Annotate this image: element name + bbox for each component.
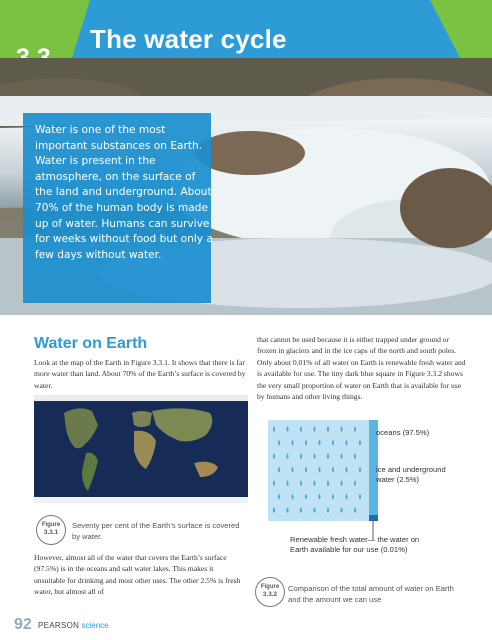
label-oceans: oceans (97.5%) [376, 428, 430, 437]
water-proportion-diagram [268, 420, 378, 521]
section-title: The water cycle [90, 24, 287, 54]
paragraph-2: However, almost all of the water that covers the Earth’s surface (97.5%) is in the oceans and salt water lakes. This makes it unsuitable for drinking and most other uses. The other 2.5% is fresh water, but almost all of [34, 553, 241, 597]
figure-caption: Comparison of the total amount of water on Earth and the amount we can use [288, 584, 454, 604]
publisher-logo [38, 621, 109, 630]
section-heading: Water on Earth [34, 335, 148, 352]
world-map [34, 395, 248, 503]
page-number: 92 [14, 616, 32, 633]
paragraph-1: Look at the map of the Earth in Figure 3.3.1. It shows that there is far more water than land. About 70% of the Earth’s surface is covered by water. [34, 358, 246, 390]
figure-word: Figure [41, 522, 61, 528]
label-ice-underground: ice and underground water (2.5%) [376, 465, 446, 484]
paragraph-3: that cannot be used because it is either trapped under ground or frozen in glaciers and in the ice caps of the north and south poles. Only about 0.01% of all water on Earth is renewable fresh water and is available for use. The tiny dark blue square in Figure 3.3.2 shows the very small proportion of water on Earth that is available for use by humans and other living things. [257, 335, 466, 402]
figure-word: Figure [260, 584, 280, 590]
label-renewable: Renewable fresh water— the water on Earth available for our use (0.01%) [290, 535, 420, 554]
figure-caption: Seventy per cent of the Earth’s surface is covered by water. [72, 521, 240, 541]
figure-number: 3.3.2 [262, 591, 278, 598]
figure-badge [255, 577, 285, 607]
figure-badge [36, 515, 66, 545]
publisher-series: science [81, 621, 109, 630]
intro-text: Water is one of the most important substances on Earth. Water is present in the atmosphere, on the surface of the land and underground. About 70% of the human body is made up of water. Humans can survive for weeks without food but only a few days without water. [35, 124, 213, 261]
publisher-name: PEARSON [38, 621, 80, 630]
figure-number: 3.3.1 [43, 529, 59, 536]
